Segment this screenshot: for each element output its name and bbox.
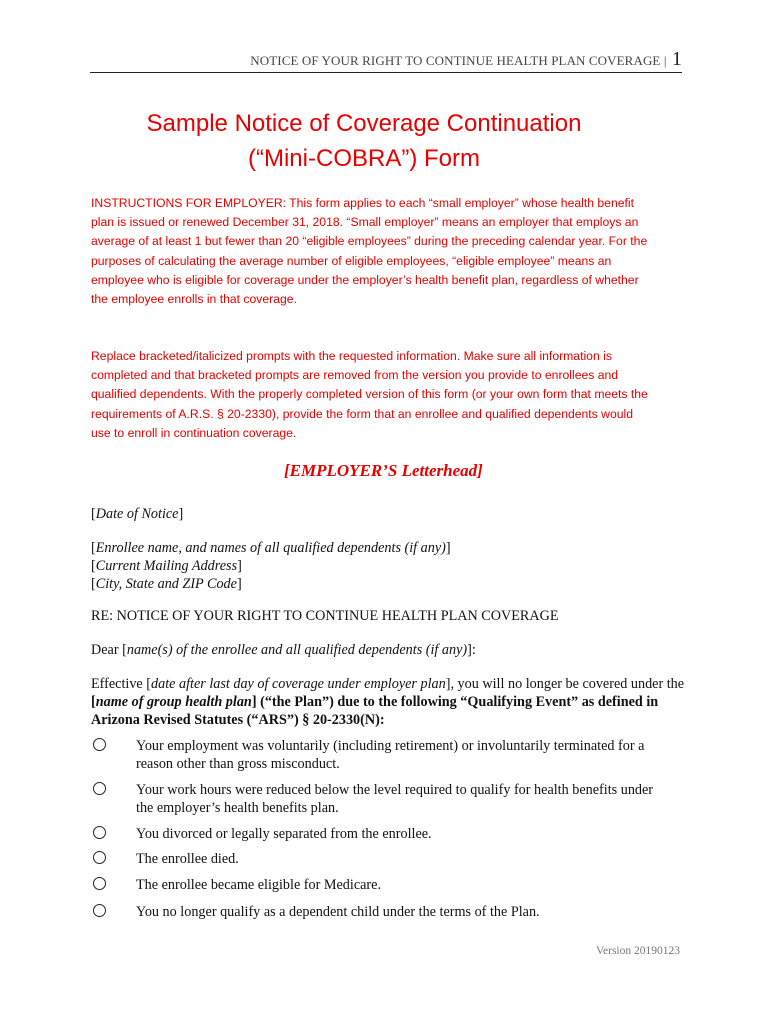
replace-prompts-instructions: Replace bracketed/italicized prompts with the requested information. Make sure all information is completed and that bracketed prompts are removed from the version you provide to enrollees and qualified dependents. With the properly completed version of this form (or your own form that meets the requirements of A.R.S. § 20-2330), provide the form that an enrollee and qualified dependents would use to enroll in continuation coverage. <box>91 349 648 440</box>
option-label: Your employment was voluntarily (including retirement) or involuntarily terminated for a reason other than gross misconduct. <box>136 738 645 772</box>
radio-button[interactable] <box>93 738 106 751</box>
date-of-notice-field: [Date of Notice] <box>91 506 184 522</box>
option-label: Your work hours were reduced below the level required to qualify for health benefits under the employer’s health benefits plan. <box>136 782 654 816</box>
enrollee-name-field: [Enrollee name, and names of all qualified dependents (if any)] <box>91 540 451 556</box>
option-label: The enrollee became eligible for Medicare. <box>136 877 381 893</box>
radio-button[interactable] <box>93 877 106 890</box>
radio-button[interactable] <box>93 904 106 917</box>
option-label: You divorced or legally separated from the enrollee. <box>136 826 432 842</box>
employer-instructions: INSTRUCTIONS FOR EMPLOYER: This form applies to each “small employer” whose health benefit plan is issued or renewed December 31, 2018. “Small employer” means an employer that employs an average of at least 1 but fewer than 20 “eligible employees” during the preceding calendar year. For the purposes of calculating the average number of eligible employees, “eligible employee” means an employee who is eligible for coverage under the employer’s health benefit plan, regardless of whether the employee enrolls in that coverage. <box>91 196 648 307</box>
effective-paragraph: Effective [date after last day of coverage under employer plan], you will no longer be covered under the [name of group health plan] (“the Plan”) due to the following “Qualifying Event” as defined in Arizona Revised Statutes (“ARS”) § 20-2330(N): <box>91 676 685 728</box>
option-label: You no longer qualify as a dependent child under the terms of the Plan. <box>136 904 540 920</box>
page-header <box>90 48 682 73</box>
city-state-zip-field: [City, State and ZIP Code] <box>91 576 242 592</box>
option-label: The enrollee died. <box>136 851 239 867</box>
form-title-line1: Sample Notice of Coverage Continuation <box>146 110 582 137</box>
mailing-address-field: [Current Mailing Address] <box>91 558 242 574</box>
header-title: NOTICE OF YOUR RIGHT TO CONTINUE HEALTH PLAN COVERAGE | <box>250 53 667 68</box>
page-number: 1 <box>671 48 682 70</box>
radio-button[interactable] <box>93 851 106 864</box>
form-title-line2: (“Mini-COBRA”) Form <box>248 145 480 172</box>
radio-button[interactable] <box>93 826 106 839</box>
version-footer: Version 20190123 <box>595 945 680 957</box>
radio-button[interactable] <box>93 782 106 795</box>
re-line: RE: NOTICE OF YOUR RIGHT TO CONTINUE HEALTH PLAN COVERAGE <box>91 608 559 624</box>
employer-letterhead-placeholder: [EMPLOYER’S Letterhead] <box>284 461 483 480</box>
recipient-address-block <box>91 539 451 593</box>
salutation: Dear [name(s) of the enrollee and all qualified dependents (if any)]: <box>91 642 476 658</box>
